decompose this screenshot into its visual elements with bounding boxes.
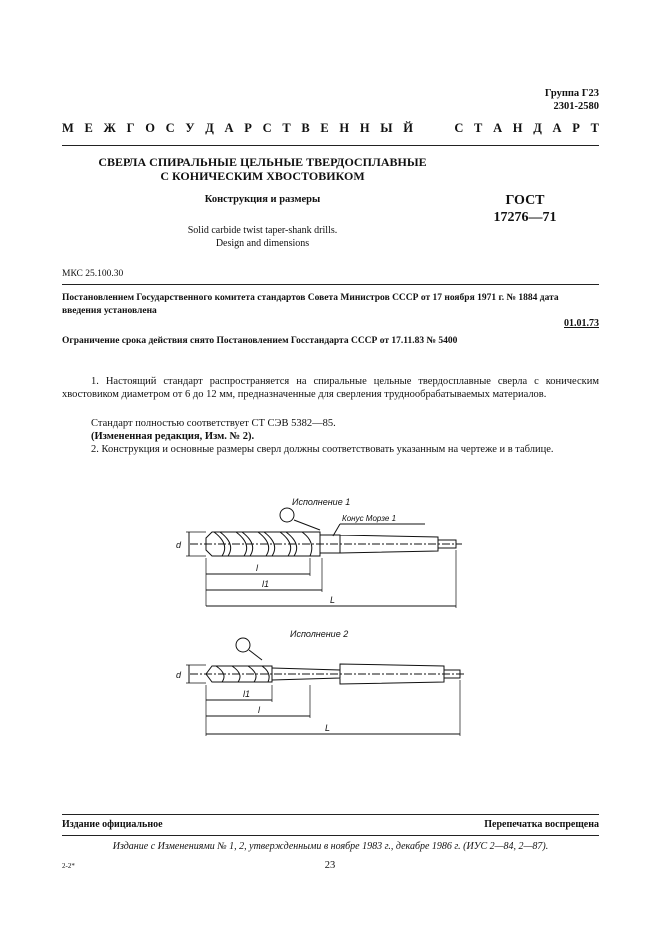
banner-letter: В (301, 121, 310, 135)
banner-letter: А (224, 121, 234, 135)
official-edition: Издание официальное (62, 819, 163, 830)
variant-1-drawing (176, 497, 462, 608)
banner-letter: Е (84, 121, 93, 135)
banner-gap (424, 121, 444, 136)
leader-circle (280, 508, 294, 522)
paragraph-2: Стандарт полностью соответствует СТ СЭВ 5382—85. (91, 418, 336, 429)
title-line-2: С КОНИЧЕСКИМ ХВОСТОВИКОМ (160, 169, 365, 183)
group-label: Группа Г23 (544, 88, 599, 99)
introduction-date: 01.01.73 (564, 318, 599, 329)
morse-taper-label: Конус Морзе 1 (342, 514, 397, 523)
label-l1: l1 (262, 579, 270, 589)
banner-letter: Н (359, 121, 370, 135)
english-title-line-2: Design and dimensions (215, 238, 310, 249)
gost-number: 17276—71 (493, 210, 557, 225)
banner-letter: С (454, 121, 464, 135)
banner-letter: Й (403, 121, 413, 135)
paragraph-3: 2. Конструкция и основные размеры сверл должны соответствовать указанным на чертеже и в таблице. (91, 444, 554, 455)
header-rule (62, 145, 599, 146)
banner-letter: Д (533, 121, 542, 135)
label-d: d (176, 540, 182, 550)
banner-letter: Т (590, 121, 599, 135)
banner-letter: С (165, 121, 175, 135)
banner-letter: Н (512, 121, 523, 135)
variant-2-drawing (176, 629, 464, 736)
english-title (100, 224, 425, 250)
paragraph-amendment: (Измененная редакция, Изм. № 2). (91, 431, 255, 442)
banner-letter: Е (320, 121, 329, 135)
title-line-1: СВЕРЛА СПИРАЛЬНЫЕ ЦЕЛЬНЫЕ ТВЕРДОСПЛАВНЫЕ (98, 155, 427, 169)
banner-letter: О (145, 121, 155, 135)
banner-letter: Т (282, 121, 291, 135)
banner-letter: М (62, 121, 74, 135)
label-l1: l1 (243, 689, 251, 699)
gost-label: ГОСТ (505, 193, 545, 208)
banner-letter: Ж (103, 121, 116, 135)
label-L: L (330, 595, 336, 605)
english-title-line-1: Solid carbide twist taper-shank drills. (187, 225, 338, 236)
classification-code: 2301-2580 (553, 101, 599, 112)
paragraph-1: 1. Настоящий стандарт распространяется на спиральные цельные твердосплавные сверла с коническим хвостовиком диаметром от 6 до 12 мм, предназначенные для сверления труднообрабатываемых материалов. (62, 376, 599, 400)
document-subtitle: Конструкция и размеры (204, 194, 321, 205)
variant-1-label: Исполнение 1 (292, 497, 351, 507)
document-title (80, 155, 445, 183)
label-l: l (256, 563, 258, 573)
validity-limit-note: Ограничение срока действия снято Постановлением Госстандарта СССР от 17.11.83 № 5400 (62, 336, 458, 346)
decree-text: Постановлением Государственного комитета стандартов Совета Министров СССР от 17 ноября 1971 г. № 1884 дата введения установлена (62, 293, 559, 316)
banner-letter: Д (205, 121, 214, 135)
banner-letter: Р (244, 121, 252, 135)
leader-circle (236, 638, 250, 652)
gost-number-block (480, 192, 570, 226)
drill-drawing (0, 480, 661, 750)
reprint-prohibited: Перепечатка воспрещена (484, 819, 599, 830)
edition-note: Издание с Изменениями № 1, 2, утвержденными в ноябре 1983 г., декабре 1986 г. (ИУС 2—84, 2—87). (112, 841, 549, 852)
label-l: l (258, 705, 260, 715)
banner-letter: А (552, 121, 562, 135)
print-mark: 2-2* (62, 862, 75, 870)
banner-letter: Ы (380, 121, 393, 135)
banner-letter: Р (572, 121, 580, 135)
banner-letter: Т (474, 121, 483, 135)
label-L: L (325, 723, 331, 733)
interstate-standard-banner (62, 121, 599, 136)
banner-letter: У (185, 121, 195, 135)
banner-letter: Г (126, 121, 135, 135)
mks-rule (62, 284, 599, 285)
leader-line (249, 650, 262, 660)
group-code (545, 87, 599, 113)
morse-leader (333, 524, 340, 536)
banner-letter: А (493, 121, 503, 135)
banner-letter: Н (339, 121, 350, 135)
banner-letter: С (262, 121, 272, 135)
mks-code: МКС 25.100.30 (62, 269, 124, 279)
variant-2-label: Исполнение 2 (290, 629, 349, 639)
footer-rule (62, 814, 599, 815)
footer-rule-2 (62, 835, 599, 836)
page-number: 23 (324, 860, 336, 871)
label-d: d (176, 670, 182, 680)
leader-line (294, 520, 320, 530)
